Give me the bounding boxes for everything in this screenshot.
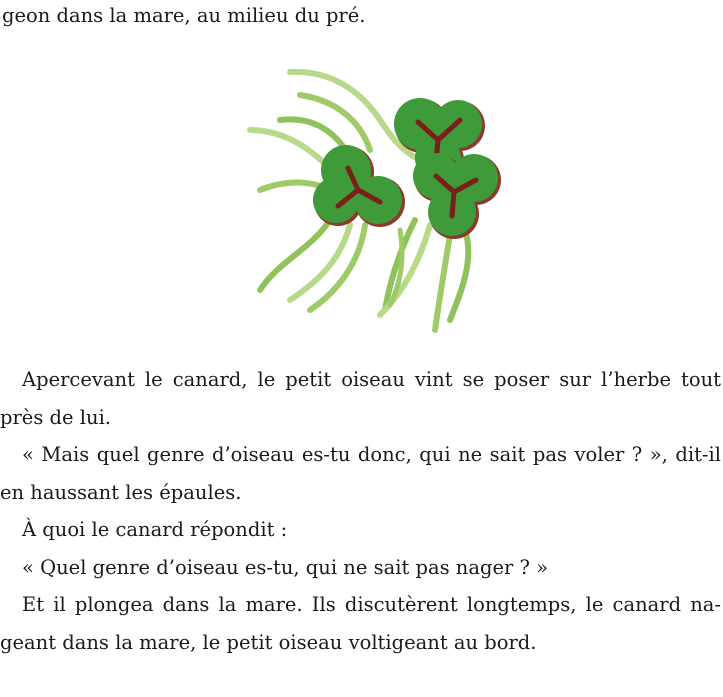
paragraph: Apercevant le canard, le petit oiseau vint se poser sur l’herbe tout près de lui. [0, 368, 721, 429]
story-text [0, 361, 721, 661]
continued-text-line: geon dans la mare, au milieu du pré. [2, 4, 366, 27]
duckweed-clover-illustration-icon [240, 60, 510, 350]
paragraph: Et il plongea dans la mare. Ils discutèrent longtemps, le canard nageant dans la mare, le petit oiseau voltigeant au bord. [0, 593, 721, 654]
paragraph: « Mais quel genre d’oiseau es-tu donc, qui ne sait pas voler ? », dit-il en haussant les épaules. [0, 443, 721, 504]
paragraph: À quoi le canard répondit : [22, 518, 288, 541]
paragraph: « Quel genre d’oiseau es-tu, qui ne sait pas nager ? » [22, 555, 549, 579]
